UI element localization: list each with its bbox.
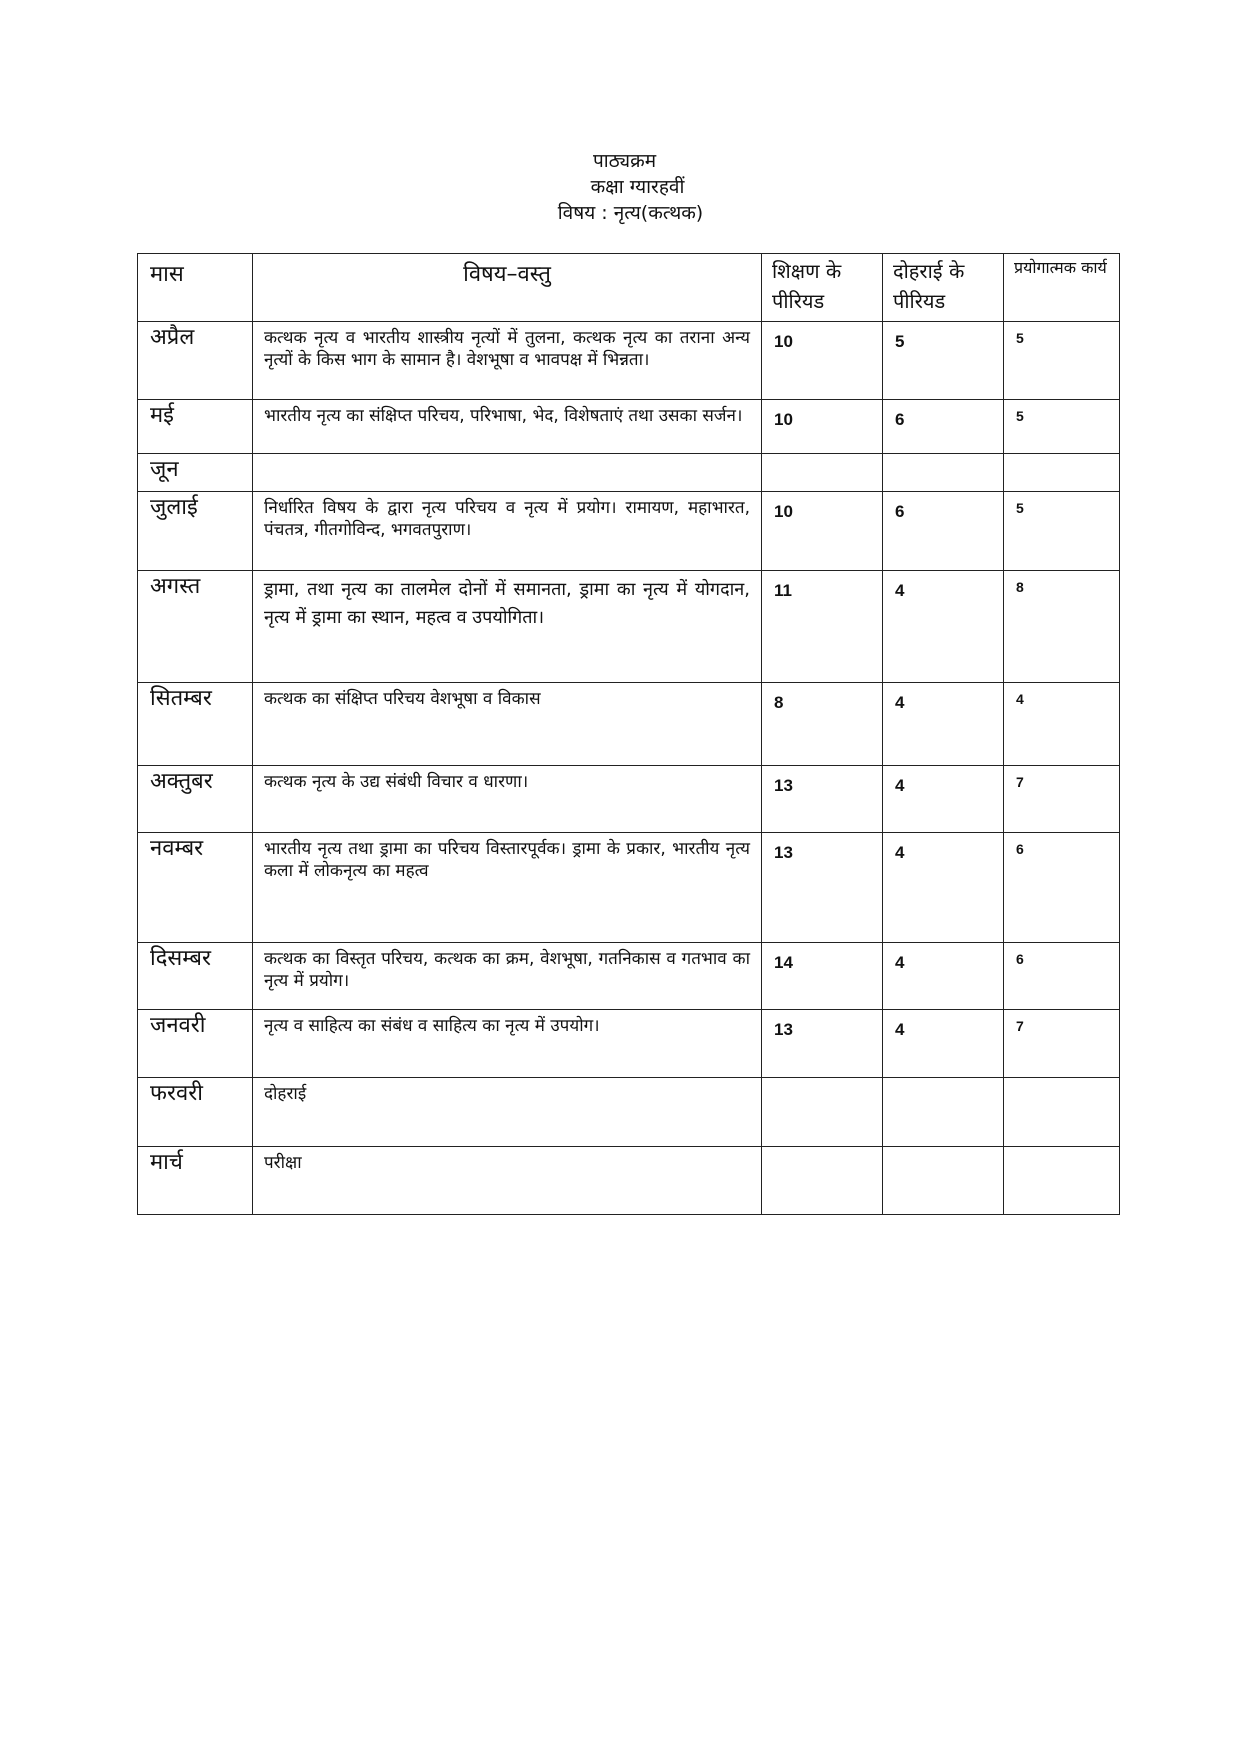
practical-work-cell: 8 [1004, 571, 1120, 683]
topic-cell: नृत्य व साहित्य का संबंध व साहित्य का नृत्य में उपयोग। [253, 1010, 762, 1078]
revision-periods-cell: 4 [883, 833, 1004, 943]
month-cell: जनवरी [138, 1010, 253, 1078]
table-row [138, 571, 1120, 683]
revision-periods-cell: 4 [883, 683, 1004, 766]
revision-periods-cell [883, 1078, 1004, 1147]
column-header-practical-work: प्रयोगात्मक कार्य [1004, 254, 1120, 322]
revision-periods-cell: 4 [883, 1010, 1004, 1078]
month-cell: जुलाई [138, 492, 253, 571]
table-row [138, 454, 1120, 492]
teaching-periods-cell [762, 1147, 883, 1215]
month-cell: सितम्बर [138, 683, 253, 766]
table-row [138, 833, 1120, 943]
month-cell: अगस्त [138, 571, 253, 683]
revision-periods-cell: 6 [883, 492, 1004, 571]
month-cell: जून [138, 454, 253, 492]
topic-cell: कत्थक का विस्तृत परिचय, कत्थक का क्रम, वेशभूषा, गतनिकास व गतभाव का नृत्य में प्रयोग। [253, 943, 762, 1010]
table-row [138, 1078, 1120, 1147]
teaching-periods-cell: 13 [762, 1010, 883, 1078]
teaching-periods-cell: 8 [762, 683, 883, 766]
revision-periods-cell: 5 [883, 322, 1004, 400]
teaching-periods-cell: 10 [762, 322, 883, 400]
table-row [138, 766, 1120, 833]
month-cell: फरवरी [138, 1078, 253, 1147]
practical-work-cell: 6 [1004, 833, 1120, 943]
revision-periods-cell: 4 [883, 571, 1004, 683]
practical-work-cell: 7 [1004, 1010, 1120, 1078]
topic-cell: निर्धारित विषय के द्वारा नृत्य परिचय व नृत्य में प्रयोग। रामायण, महाभारत, पंचतत्र, गीतगोविन्द, भगवतपुराण। [253, 492, 762, 571]
topic-cell: भारतीय नृत्य का संक्षिप्त परिचय, परिभाषा, भेद, विशेषताएं तथा उसका सर्जन। [253, 400, 762, 454]
teaching-periods-cell: 10 [762, 492, 883, 571]
topic-cell: कत्थक नृत्य व भारतीय शास्त्रीय नृत्यों में तुलना, कत्थक नृत्य का तराना अन्य नृत्यों के किस भाग के सामान है। वेशभूषा व भावपक्ष में भिन्नता। [253, 322, 762, 400]
revision-periods-cell: 4 [883, 766, 1004, 833]
month-cell: अप्रैल [138, 322, 253, 400]
topic-cell: परीक्षा [253, 1147, 762, 1215]
document-title: पाठ्यक्रम [592, 150, 657, 172]
column-header-content: विषय–वस्तु [253, 254, 762, 322]
subject-name: विषय : नृत्य(कत्थक) [557, 202, 704, 224]
practical-work-cell: 5 [1004, 400, 1120, 454]
topic-cell: ड्रामा, तथा नृत्य का तालमेल दोनों में समानता, ड्रामा का नृत्य में योगदान, नृत्य में ड्रामा का स्थान, महत्व व उपयोगिता। [253, 571, 762, 683]
month-cell: अक्तुबर [138, 766, 253, 833]
column-header-month: मास [138, 254, 253, 322]
topic-cell: भारतीय नृत्य तथा ड्रामा का परिचय विस्तारपूर्वक। ड्रामा के प्रकार, भारतीय नृत्य कला में लोकनृत्य का महत्व [253, 833, 762, 943]
practical-work-cell: 5 [1004, 322, 1120, 400]
revision-periods-cell [883, 1147, 1004, 1215]
document-header [0, 148, 1241, 226]
teaching-periods-cell [762, 1078, 883, 1147]
table-row [138, 492, 1120, 571]
teaching-periods-cell: 11 [762, 571, 883, 683]
class-name: कक्षा ग्यारहवीं [590, 176, 685, 198]
table-row [138, 400, 1120, 454]
table-row [138, 683, 1120, 766]
practical-work-cell [1004, 1078, 1120, 1147]
practical-work-cell: 7 [1004, 766, 1120, 833]
practical-work-cell: 4 [1004, 683, 1120, 766]
table-row [138, 322, 1120, 400]
practical-work-cell [1004, 1147, 1120, 1215]
table-header-row [138, 254, 1120, 322]
month-cell: नवम्बर [138, 833, 253, 943]
table-row [138, 1147, 1120, 1215]
topic-cell: दोहराई [253, 1078, 762, 1147]
month-cell: दिसम्बर [138, 943, 253, 1010]
teaching-periods-cell: 10 [762, 400, 883, 454]
topic-cell: कत्थक का संक्षिप्त परिचय वेशभूषा व विकास [253, 683, 762, 766]
syllabus-table [137, 253, 1120, 1215]
column-header-revision-periods: दोहराई के पीरियड [883, 254, 1004, 322]
practical-work-cell [1004, 454, 1120, 492]
topic-cell: कत्थक नृत्य के उद्य संबंधी विचार व धारणा। [253, 766, 762, 833]
practical-work-cell: 6 [1004, 943, 1120, 1010]
teaching-periods-cell [762, 454, 883, 492]
teaching-periods-cell: 13 [762, 766, 883, 833]
teaching-periods-cell: 14 [762, 943, 883, 1010]
revision-periods-cell: 4 [883, 943, 1004, 1010]
table-row [138, 1010, 1120, 1078]
topic-cell [253, 454, 762, 492]
column-header-teaching-periods: शिक्षण के पीरियड [762, 254, 883, 322]
practical-work-cell: 5 [1004, 492, 1120, 571]
table-row [138, 943, 1120, 1010]
revision-periods-cell [883, 454, 1004, 492]
teaching-periods-cell: 13 [762, 833, 883, 943]
month-cell: मई [138, 400, 253, 454]
month-cell: मार्च [138, 1147, 253, 1215]
revision-periods-cell: 6 [883, 400, 1004, 454]
